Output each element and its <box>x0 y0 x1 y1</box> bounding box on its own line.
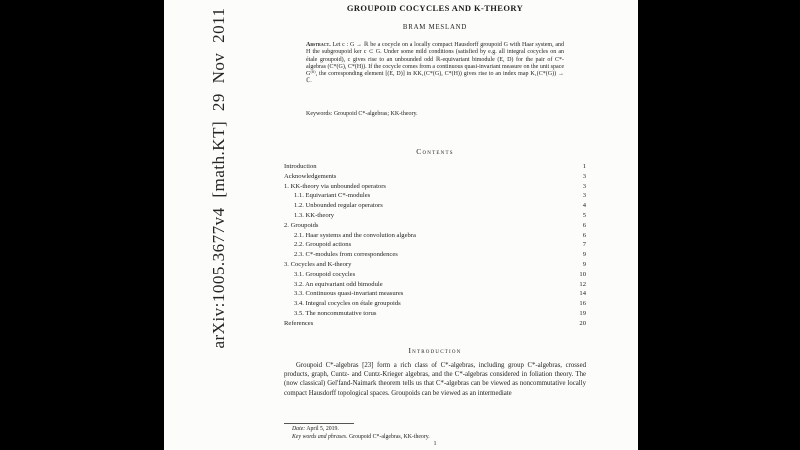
toc-row <box>284 162 586 172</box>
toc-row <box>284 270 586 280</box>
toc-entry-label: 3.5. The noncommutative torus <box>294 309 377 317</box>
introduction-paragraph: Groupoid C*-algebras [23] form a rich class of C*-algebras, including group C*-algebras, crossed products, graph, Cuntz- and Cuntz-Krieger algebras, and the C*-algebras considered in foliation theory. The (now classical) Gel'fand-Naimark theorem tells us that C*-algebras can be viewed as noncommutative locally compact Hausdorff topological spaces. Groupoids can be viewed as an intermediate <box>284 362 586 397</box>
toc-entry-label: 1.2. Unbounded regular operators <box>294 202 383 210</box>
toc-entry-page: 3 <box>582 172 586 180</box>
contents-heading: Contents <box>416 147 454 156</box>
toc-row <box>284 260 586 270</box>
toc-entry-label: 3.2. An equivariant odd bimodule <box>294 280 383 288</box>
toc-row <box>284 201 586 211</box>
toc-entry-label: 3. Cocycles and K-theory <box>284 260 352 268</box>
footnote-keywords <box>292 434 586 440</box>
toc-row <box>284 280 586 290</box>
toc-entry-page: 19 <box>579 309 586 317</box>
toc-entry-label: 1. KK-theory via unbounded operators <box>284 182 386 190</box>
toc-entry-label: 3.4. Integral cocycles on étale groupoids <box>294 300 401 308</box>
toc-entry-label: 2. Groupoids <box>284 221 319 229</box>
toc-entry-page: 14 <box>579 290 586 298</box>
keywords-line: Keywords: Groupoid C*-algebras; KK-theory. <box>306 111 418 117</box>
toc-row <box>284 221 586 231</box>
toc-entry-label: 3.3. Continuous quasi-invariant measures <box>294 290 404 298</box>
toc-entry-label: 1.3. KK-theory <box>294 211 335 219</box>
toc-entry-label: 3.1. Groupoid cocycles <box>294 270 356 278</box>
abstract-label: Abstract. <box>306 42 331 48</box>
paper-author: BRAM MESLAND <box>402 24 468 31</box>
toc-entry-page: 5 <box>582 211 586 219</box>
toc-row <box>284 289 586 299</box>
footnote-keywords-text: Groupoid C*-algebras, KK-theory. <box>347 434 430 440</box>
toc-row <box>284 172 586 182</box>
toc-entry-page: 1 <box>582 163 586 170</box>
toc-entry-page: 7 <box>582 241 586 249</box>
toc-row <box>284 191 586 201</box>
toc-row <box>284 182 586 192</box>
toc-entry-label: 2.2. Groupoid actions <box>294 241 352 249</box>
toc-entry-page: 6 <box>582 231 586 239</box>
toc-entry-page: 3 <box>582 182 586 190</box>
arxiv-watermark: arXiv:1005.3677v4 [math.KT] 29 Nov 2011 <box>209 7 228 349</box>
footnote-rule <box>284 423 354 424</box>
footnote-keywords-label: Key words and phrases. <box>292 434 348 440</box>
toc-row <box>284 240 586 250</box>
footnote-date <box>292 426 586 432</box>
toc-entry-label: 2.1. Haar systems and the convolution algebra <box>294 231 416 239</box>
page-number: 1 <box>433 441 437 447</box>
introduction-heading: Introduction <box>408 346 462 355</box>
toc-entry-page: 10 <box>579 270 586 278</box>
footnote-date-text: April 5, 2019. <box>305 426 339 432</box>
toc-entry-page: 9 <box>582 251 586 259</box>
toc-entry-label: 2.3. C*-modules from correspondences <box>294 251 398 259</box>
toc-entry-page: 6 <box>582 221 586 229</box>
toc-row <box>284 309 586 319</box>
toc-entry-page: 20 <box>579 319 586 327</box>
toc-entry-page: 9 <box>582 260 586 268</box>
toc-row <box>284 250 586 260</box>
toc-list <box>284 162 586 329</box>
toc-row <box>284 319 586 329</box>
paper-page <box>164 0 638 450</box>
toc-entry-page: 16 <box>579 300 586 308</box>
abstract-text: Let c : G → ℝ be a cocycle on a locally compact Hausdorff groupoid G with Haar system, and H the subgroupoid ker c ⊂ G. Under some mild conditions (satisfied by e.g. all integral cocycles on an étale groupoid), c gives rise to an unbounded odd ℝ-equivariant bimodule (E, D) for the pair of C*-algebras (C*(G), C*(H)). If the cocycle comes from a continuous quasi-invariant measure on the unit space G⁽⁰⁾, the corresponding element [(E, D)] in KK₁(C*(G), C*(H)) gives rise to an index map K₁(C*(G)) → ℂ. <box>306 42 564 85</box>
toc-entry-label: References <box>284 319 314 327</box>
toc-row <box>284 231 586 241</box>
toc-entry-label: 1.1. Equivariant C*-modules <box>294 192 371 200</box>
toc-row <box>284 211 586 221</box>
abstract-block <box>306 42 564 86</box>
toc-entry-page: 4 <box>582 202 586 210</box>
footnote-date-label: Date: <box>292 426 306 432</box>
toc-entry-page: 3 <box>582 192 586 200</box>
toc-row <box>284 299 586 309</box>
toc-entry-label: Acknowledgements <box>284 172 337 180</box>
paper-title: GROUPOID COCYCLES AND K-THEORY <box>346 3 524 13</box>
toc-entry-page: 12 <box>579 280 586 288</box>
toc-entry-label: Introduction <box>284 163 317 170</box>
